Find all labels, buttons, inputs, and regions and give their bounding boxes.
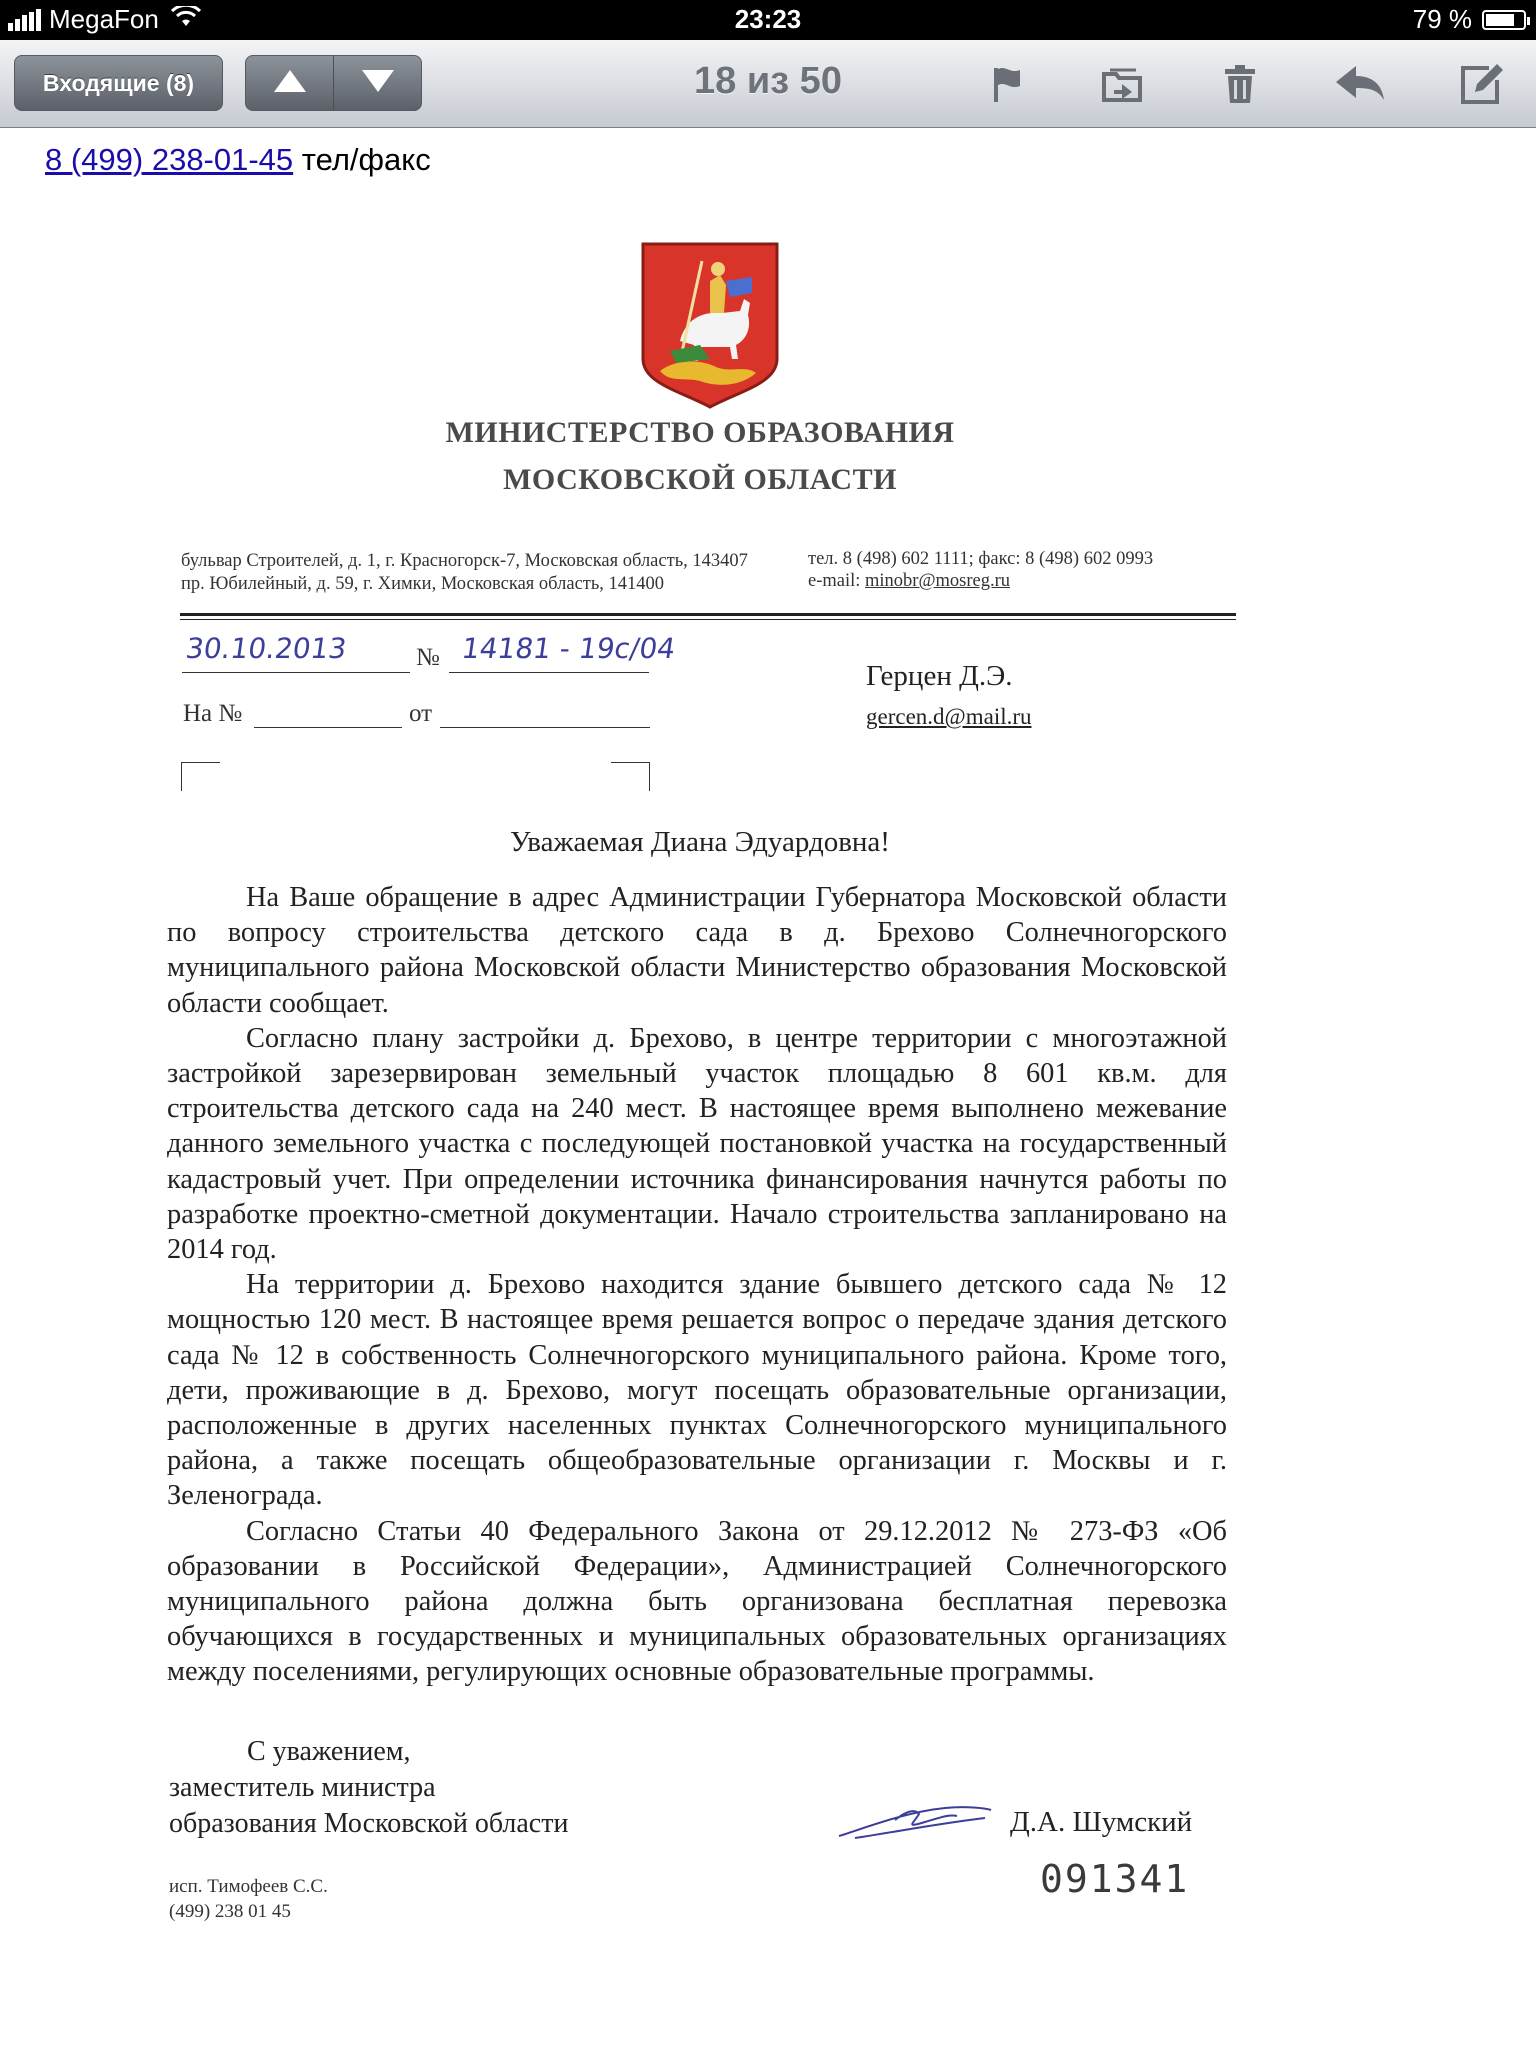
from-label: от [409,700,433,727]
reg-date-underline [182,672,410,673]
addressee-name: Герцен Д.Э. [866,660,1013,692]
carrier-name: MegaFon [49,4,159,34]
inbox-back-button[interactable]: Входящие (8) [14,55,223,111]
next-message-button[interactable] [333,56,421,110]
reg-number-label: № [416,644,440,671]
letter-scan [0,230,1536,2048]
contact-email: minobr@mosreg.ru [865,571,1011,591]
phone-suffix: тел/факс [293,142,431,177]
address-line1: бульвар Строителей, д. 1, г. Красногорск-7, Московская область, 143407 [181,551,748,571]
up-arrow-icon [272,68,308,99]
header-divider-thin [180,619,1236,620]
message-navigation-control [245,55,422,111]
previous-message-button[interactable] [246,56,333,110]
status-time: 23:23 [734,4,802,34]
reg-number-handwritten: 14181 - 19с/04 [459,632,678,665]
executor-phone: (499) 238 01 45 [169,1901,291,1922]
reg-number-underline [449,672,649,673]
greeting: Уважаемая Диана Эдуардовна! [510,826,890,858]
from-date-underline [440,727,650,728]
compose-icon[interactable] [1456,58,1508,110]
executor-block [169,1874,328,1924]
closing-block [169,1734,568,1842]
executor-name: исп. Тимофеев С.С. [169,1876,328,1897]
contact-email-prefix: e-mail: [808,571,866,591]
phone-link[interactable]: 8 (499) 238-01-45 [45,142,294,177]
mail-toolbar [0,40,1536,128]
battery-icon [1482,10,1526,30]
flag-icon[interactable] [980,58,1032,110]
corner-mark-right [611,762,650,791]
signer-name: Д.А. Шумский [1010,1806,1193,1838]
address-line2: пр. Юбилейный, д. 59, г. Химки, Московская область, 141400 [181,574,665,594]
reg-date-handwritten: 30.10.2013 [183,632,349,665]
moscow-oblast-coat-of-arms-icon [640,241,780,414]
signer-title-line: заместитель министра [169,1772,436,1803]
battery-percent: 79 % [1412,4,1472,34]
paragraph: На территории д. Брехово находится здание бывшего детского сада № 12 мощностью 120 мест. В настоящее время решается вопрос о передаче здания детского сада № 12 в собственность Солнечногорского муниципального района. Кроме того, дети, проживающие в д. Брехово, могут посещать образовательные организации, расположенные в других населенных пунктах Солнечногорского муниципального района, а также посещать общеобразовательные организации г. Москвы и г. Зеленограда. [167,1269,1227,1512]
contact-line1: тел. 8 (498) 602 1111; факс: 8 (498) 602 0993 [808,549,1154,569]
down-arrow-icon [360,68,396,99]
status-bar [0,0,1536,40]
paragraph: Согласно плану застройки д. Брехово, в центре территории с многоэтажной застройкой зарезервирован земельный участок площадью 8 601 кв.м. для строительства детского сада на 240 мест. В настоящее время выполнено межевание данного земельного участка с последующей постановкой участка на государственный кадастровый учет. При определении источника финансирования начнутся работы по разработке проектно-сметной документации. Начало строительства запланировано на 2014 год. [167,1022,1227,1266]
folder-move-icon[interactable] [1096,58,1148,110]
phone-line [45,142,431,178]
reply-icon[interactable] [1334,58,1386,110]
contact-email-line [808,570,1010,592]
ministry-title-line2: МОСКОВСКОЙ ОБЛАСТИ [503,463,897,496]
closing-line: С уважением, [247,1736,411,1767]
serial-number: 091341 [1040,1857,1190,1901]
header-divider [180,613,1236,616]
corner-mark-left [181,762,220,791]
on-number-label: На № [183,700,243,727]
trash-icon[interactable] [1214,58,1266,110]
ministry-title-line1: МИНИСТЕРСТВО ОБРАЗОВАНИЯ [445,416,955,449]
handwritten-signature [835,1798,995,1853]
addressee-email: gercen.d@mail.ru [866,704,1032,729]
signer-title-line: образования Московской области [169,1808,569,1839]
paragraph: На Ваше обращение в адрес Администрации Губернатора Московской области по вопросу строительства детского сада в д. Брехово Солнечногорского муниципального района Московской области Министерство образования Московской области сообщает. [167,882,1227,1019]
paragraph: Согласно Статьи 40 Федерального Закона от 29.12.2012 № 273-ФЗ «Об образовании в Российской Федерации», Администрацией Солнечногорского муниципального района должна быть организована бесплатная перевозка обучающихся в государственных и муниципальных образовательных организациях между поселениями, регулирующих основные образовательные программы. [167,1515,1227,1688]
on-number-underline [254,727,402,728]
letter-body [167,880,1227,1690]
message-counter: 18 из 50 [694,60,842,102]
